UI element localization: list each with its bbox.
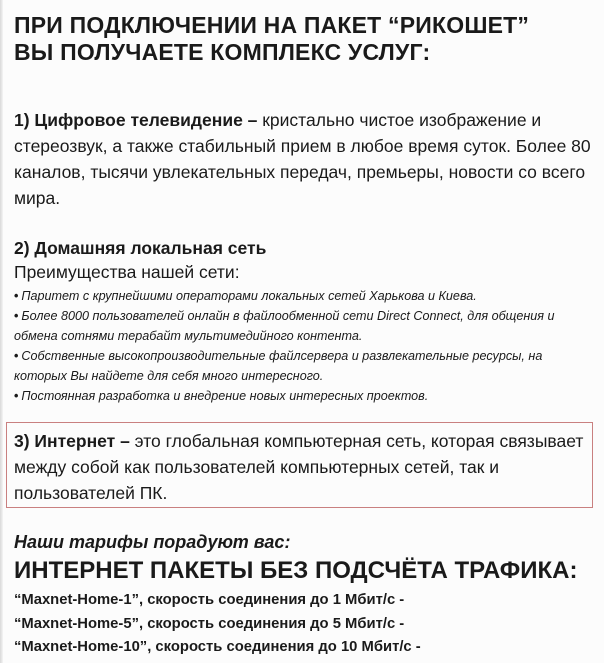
- local-network-subtitle: Преимущества нашей сети:: [14, 262, 240, 282]
- tariff-plan-item: “Maxnet-Home-10”, скорость соединения до 10 Мбит/с -: [14, 639, 421, 655]
- header-line-1: ПРИ ПОДКЛЮЧЕНИИ НА ПАКЕТ “РИКОШЕТ”: [14, 12, 530, 38]
- bullet-icon: •: [14, 389, 19, 403]
- scan-edge: [0, 0, 3, 663]
- internet-packets-title: ИНТЕРНЕТ ПАКЕТЫ БЕЗ ПОДСЧЁТА ТРАФИКА:: [14, 557, 578, 584]
- digital-tv-heading: 1) Цифровое телевидение –: [14, 110, 258, 130]
- tariff-plan-item: “Maxnet-Home-1”, скорость соединения до 1 Мбит/с -: [14, 592, 405, 608]
- section-local-network: [14, 236, 594, 406]
- section-digital-tv: [14, 107, 594, 211]
- header-line-2: ВЫ ПОЛУЧАЕТЕ КОМПЛЕКС УСЛУГ:: [14, 39, 431, 65]
- bullet-icon: •: [14, 309, 19, 323]
- tariff-plan-item: “Maxnet-Home-5”, скорость соединения до 5 Мбит/с -: [14, 615, 405, 632]
- internet-heading: 3) Интернет –: [14, 431, 130, 451]
- list-item: • Собственные высокопроизводительные файлсервера и развлекательные ресурсы, на которых Вы найдете для себя много интересного.: [14, 349, 543, 383]
- internet-text: это глобальная компьютерная сеть, которая связывает между собой как пользователей компьютерных сетей, так и пользователей ПК.: [14, 431, 584, 503]
- list-item: • Постоянная разработка и внедрение новых интересных проектов.: [14, 389, 429, 403]
- bullet-icon: •: [14, 349, 19, 363]
- digital-tv-text: кристально чистое изображение и стереозвук, а также стабильный прием в любое время суток. Более 80 каналов, тысячи увлекательных передач, премьеры, новости со всего мира.: [14, 110, 591, 208]
- flyer-header: [14, 12, 594, 66]
- bullet-icon: •: [14, 289, 19, 303]
- digital-tv-paragraph: [14, 107, 594, 211]
- local-network-heading: 2) Домашняя локальная сеть: [14, 238, 267, 258]
- advantages-list: [14, 286, 594, 406]
- section-internet: [14, 428, 590, 506]
- tariffs-intro: Наши тарифы порадуют вас:: [14, 532, 291, 552]
- list-item: • Паритет с крупнейшими операторами локальных сетей Харькова и Киева.: [14, 289, 477, 303]
- list-item: • Более 8000 пользователей онлайн в файлообменной сети Direct Connect, для общения и обмена сотнями терабайт мультимедийного контента.: [14, 309, 555, 343]
- tariff-plan-list: [14, 589, 421, 660]
